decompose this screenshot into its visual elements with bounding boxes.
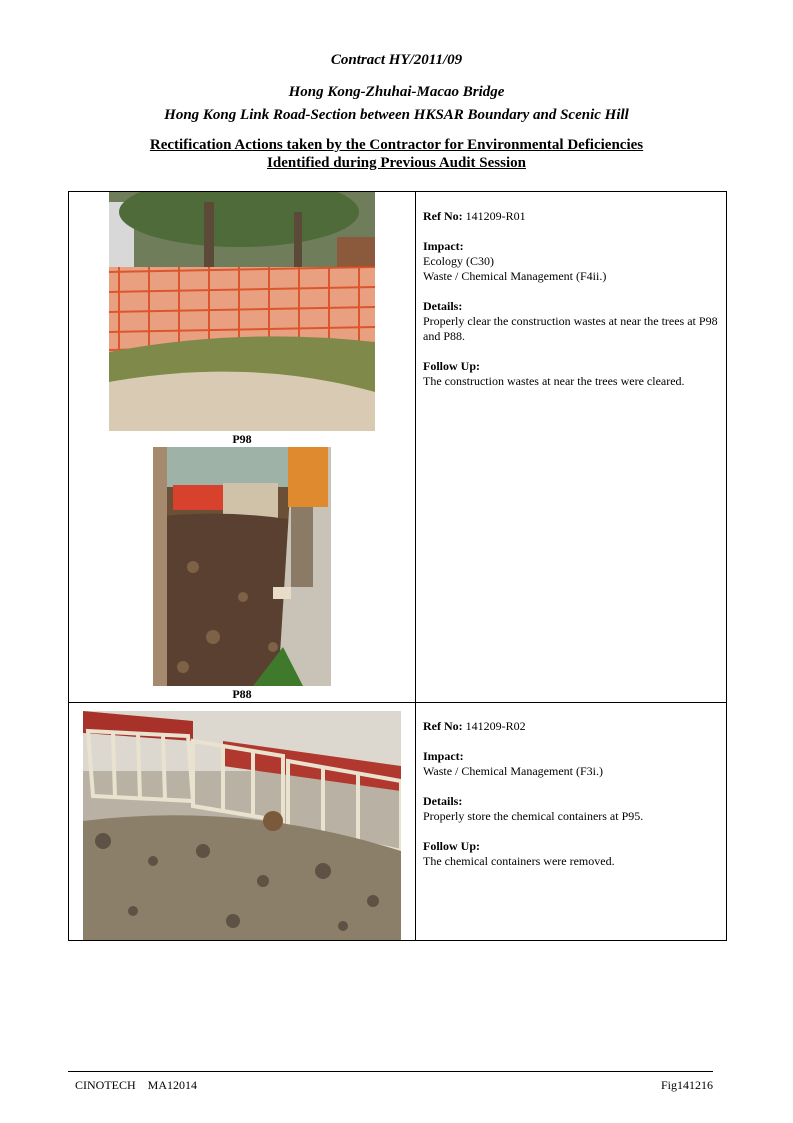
photo-p95 bbox=[83, 711, 401, 940]
impact-line: Waste / Chemical Management (F4ii.) bbox=[423, 269, 607, 283]
details-block bbox=[423, 299, 723, 344]
photo-caption-p88: P88 bbox=[232, 687, 252, 701]
follow-up-block bbox=[423, 359, 723, 389]
details-label: Details: bbox=[423, 299, 463, 313]
impact-label: Impact: bbox=[423, 239, 464, 253]
document-title-line-2: Identified during Previous Audit Session bbox=[267, 155, 526, 171]
footer-left: CINOTECH MA12014 bbox=[75, 1078, 197, 1092]
details-text: Properly clear the construction wastes at near the trees at P98 and P88. bbox=[423, 314, 718, 343]
follow-up-text: The chemical containers were removed. bbox=[423, 854, 615, 868]
column-divider bbox=[415, 192, 416, 940]
details-text: Properly store the chemical containers at P95. bbox=[423, 809, 644, 823]
ref-no-row bbox=[423, 719, 723, 734]
section-title: Hong Kong Link Road-Section between HKSAR Boundary and Scenic Hill bbox=[164, 107, 629, 123]
ref-no-row bbox=[423, 209, 723, 224]
impact-line: Waste / Chemical Management (F3i.) bbox=[423, 764, 603, 778]
photo-p98 bbox=[109, 192, 375, 431]
ref-no-value: 141209-R02 bbox=[465, 719, 526, 733]
row-divider bbox=[69, 702, 726, 703]
contract-number: Contract HY/2011/09 bbox=[330, 52, 463, 68]
photo-caption-p98: P98 bbox=[232, 432, 252, 446]
follow-up-label: Follow Up: bbox=[423, 359, 480, 373]
record-2-info bbox=[423, 719, 723, 884]
ref-no-value: 141209-R01 bbox=[465, 209, 526, 223]
record-1-info bbox=[423, 209, 723, 404]
ref-no-label: Ref No: bbox=[423, 719, 463, 733]
photo-p88 bbox=[153, 447, 331, 686]
project-title: Hong Kong-Zhuhai-Macao Bridge bbox=[288, 84, 505, 100]
impact-label: Impact: bbox=[423, 749, 464, 763]
follow-up-block bbox=[423, 839, 723, 869]
impact-block bbox=[423, 239, 723, 284]
impact-line: Ecology (C30) bbox=[423, 254, 494, 268]
ref-no-label: Ref No: bbox=[423, 209, 463, 223]
impact-block bbox=[423, 749, 723, 779]
footer-rule bbox=[68, 1071, 713, 1072]
details-block bbox=[423, 794, 723, 824]
rectification-table bbox=[68, 191, 727, 941]
follow-up-text: The construction wastes at near the trees were cleared. bbox=[423, 374, 685, 388]
footer-right: Fig141216 bbox=[660, 1078, 713, 1092]
details-label: Details: bbox=[423, 794, 463, 808]
follow-up-label: Follow Up: bbox=[423, 839, 480, 853]
document-title-line-1: Rectification Actions taken by the Contractor for Environmental Deficiencies bbox=[149, 137, 644, 153]
